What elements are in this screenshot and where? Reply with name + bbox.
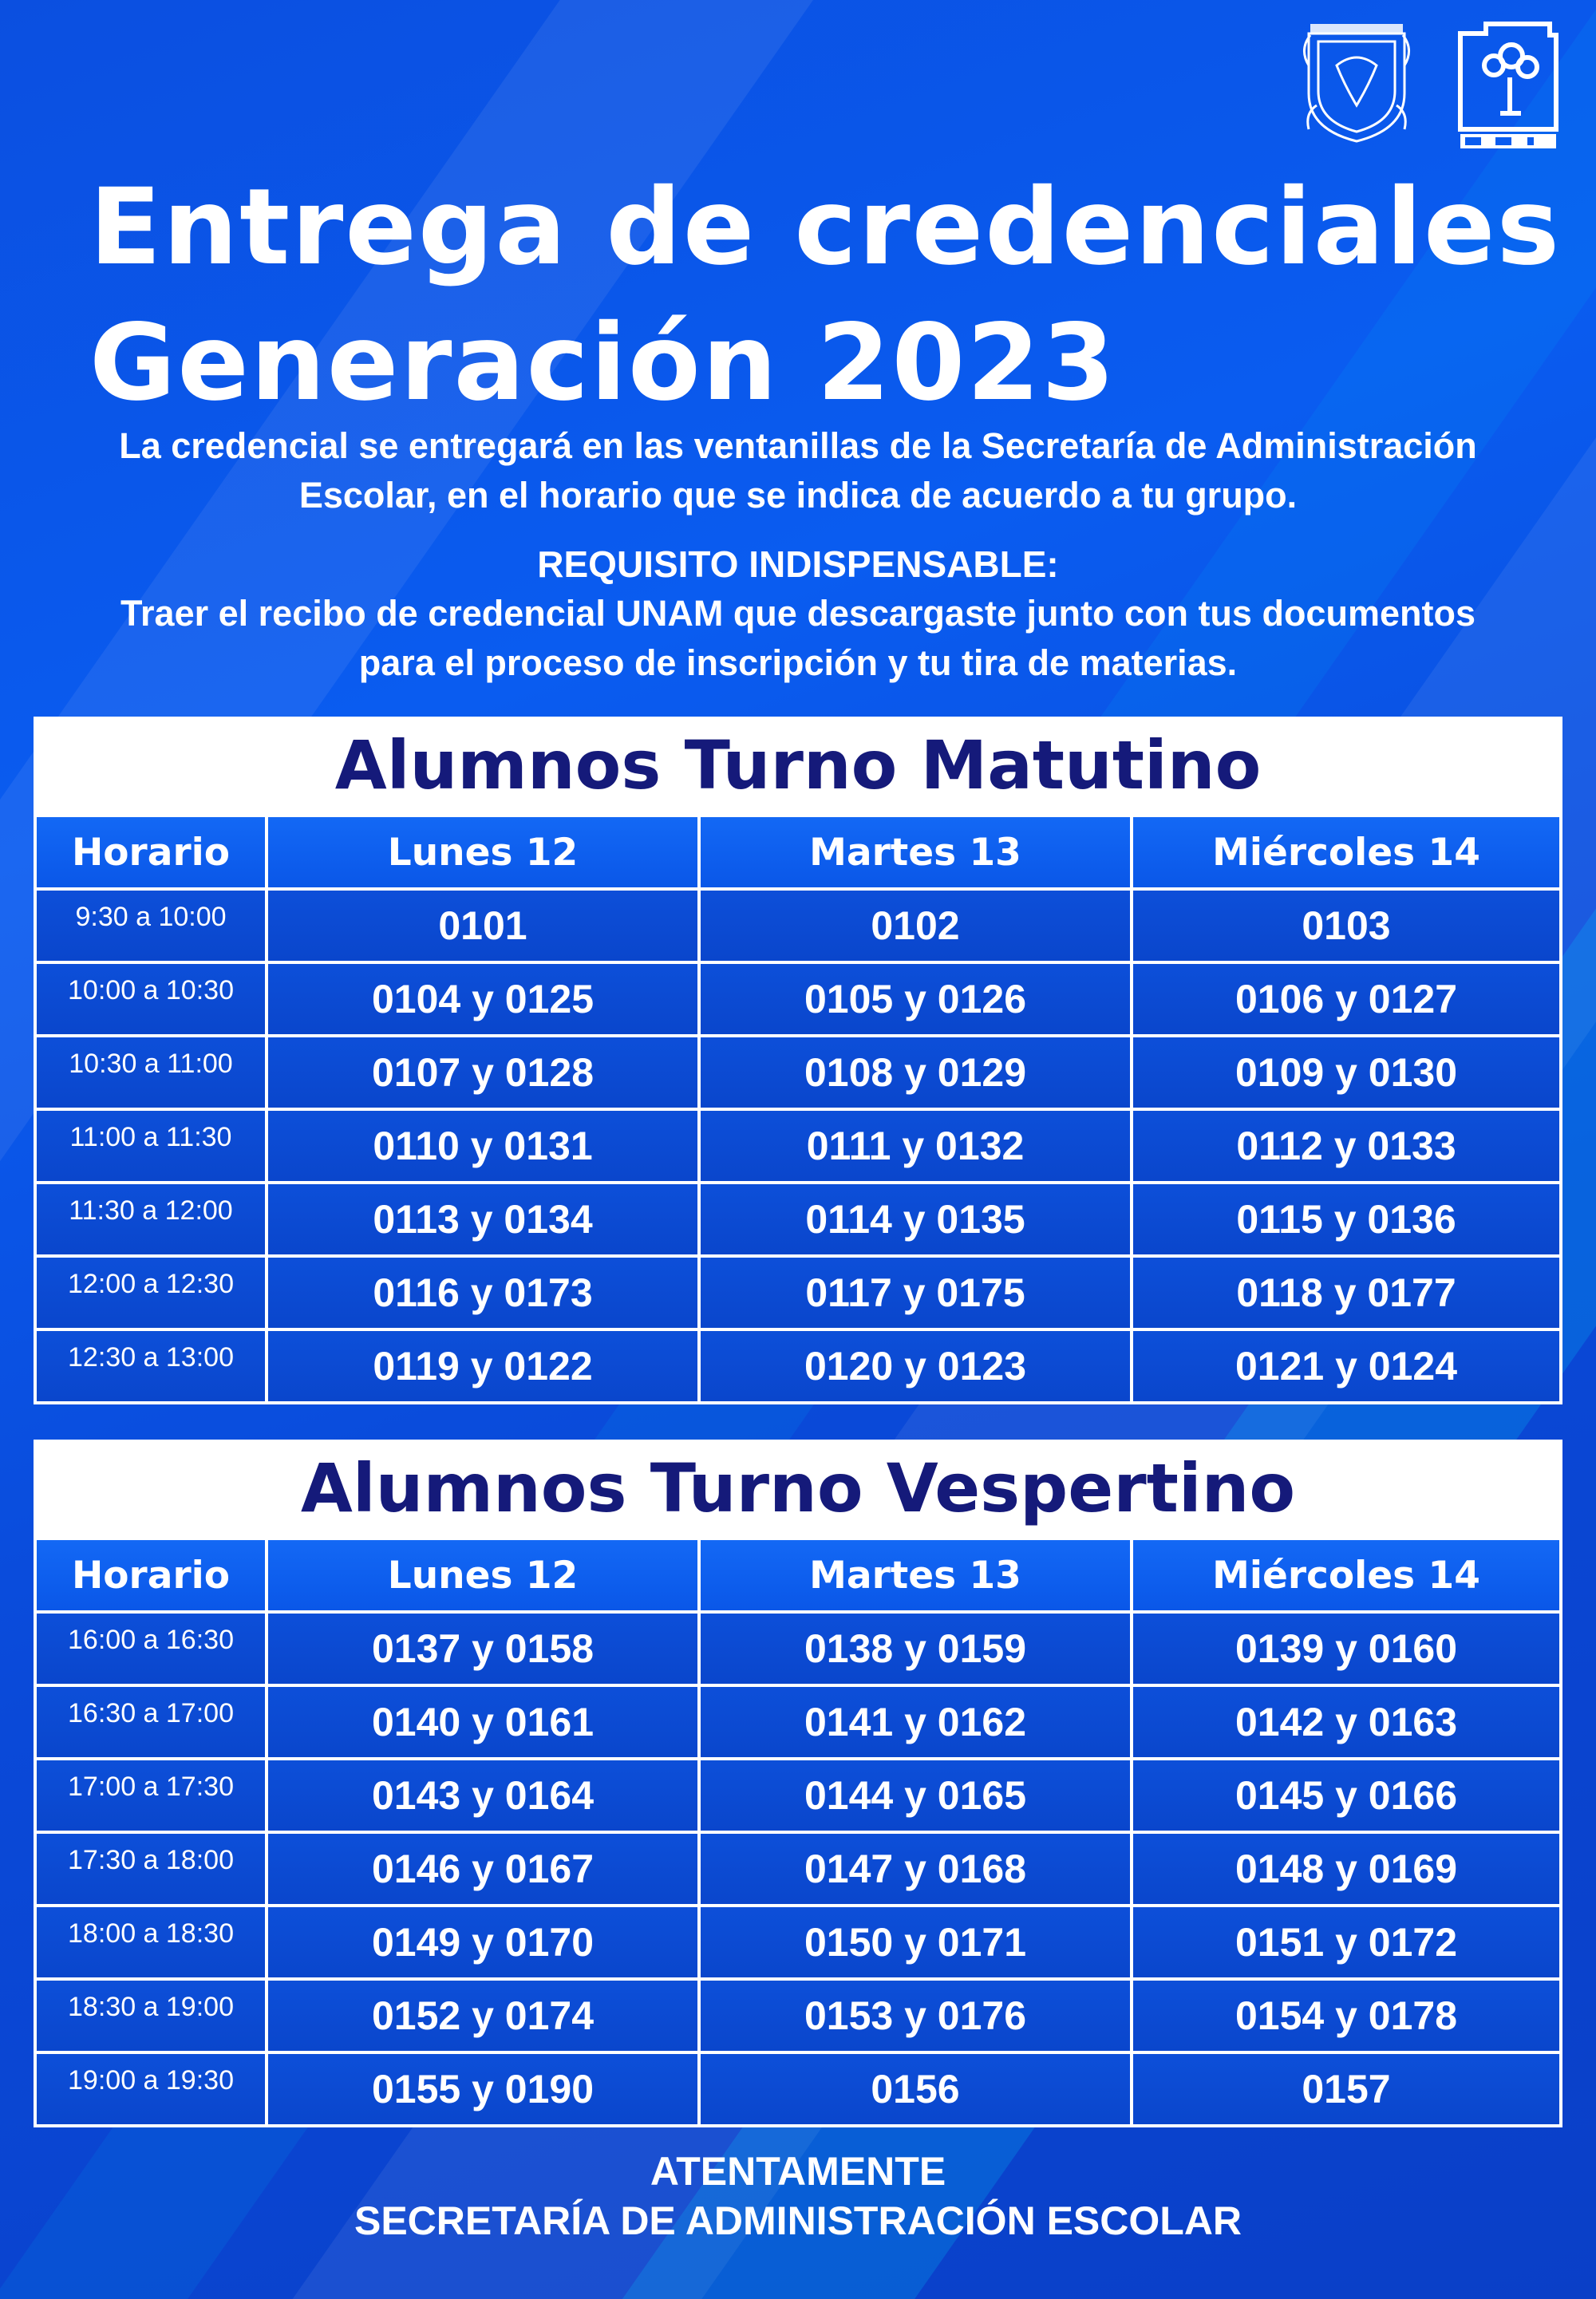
group-cell: 0153 y 0176: [697, 1981, 1130, 2051]
group-cell: 0143 y 0164: [265, 1760, 697, 1831]
group-cell: 0149 y 0170: [265, 1907, 697, 1977]
header-cell: Martes 13: [697, 1540, 1130, 1610]
table-row: [34, 1258, 1562, 1331]
title-line-2: Generación 2023: [89, 302, 1117, 425]
group-cell: 0120 y 0123: [697, 1331, 1130, 1401]
group-cell: 0140 y 0161: [265, 1687, 697, 1757]
group-cell: 0154 y 0178: [1130, 1981, 1562, 2051]
group-cell: 0106 y 0127: [1130, 964, 1562, 1034]
group-cell: 0109 y 0130: [1130, 1037, 1562, 1108]
group-cell: 0151 y 0172: [1130, 1907, 1562, 1977]
time-cell: 11:30 a 12:00: [34, 1184, 265, 1254]
group-cell: 0110 y 0131: [265, 1111, 697, 1181]
group-cell: 0138 y 0159: [697, 1614, 1130, 1684]
group-cell: 0115 y 0136: [1130, 1184, 1562, 1254]
table-row: [34, 1111, 1562, 1184]
table-row: [34, 1834, 1562, 1907]
group-cell: 0108 y 0129: [697, 1037, 1130, 1108]
header-cell: Horario: [34, 1540, 265, 1610]
group-cell: 0121 y 0124: [1130, 1331, 1562, 1401]
evening-schedule: [34, 1440, 1562, 2127]
group-cell: 0142 y 0163: [1130, 1687, 1562, 1757]
footer-line-1: ATENTAMENTE: [650, 2149, 946, 2194]
time-cell: 19:00 a 19:30: [34, 2054, 265, 2124]
header-cell: Miércoles 14: [1130, 1540, 1562, 1610]
morning-table: [34, 814, 1562, 1404]
time-cell: 17:30 a 18:00: [34, 1834, 265, 1904]
page-title: [89, 160, 1561, 431]
requirement-title: REQUISITO INDISPENSABLE:: [537, 543, 1059, 585]
group-cell: 0148 y 0169: [1130, 1834, 1562, 1904]
group-cell: 0145 y 0166: [1130, 1760, 1562, 1831]
group-cell: 0139 y 0160: [1130, 1614, 1562, 1684]
table-header-row: [34, 1537, 1562, 1614]
group-cell: 0102: [697, 891, 1130, 961]
table-row: [34, 1760, 1562, 1834]
header-cell: Horario: [34, 817, 265, 887]
morning-schedule: [34, 717, 1562, 1404]
header-cell: Miércoles 14: [1130, 817, 1562, 887]
header-cell: Martes 13: [697, 817, 1130, 887]
requirement-line-2: para el proceso de inscripción y tu tira de materias.: [358, 642, 1238, 683]
group-cell: 0107 y 0128: [265, 1037, 697, 1108]
group-cell: 0150 y 0171: [697, 1907, 1130, 1977]
time-cell: 10:00 a 10:30: [34, 964, 265, 1034]
group-cell: 0103: [1130, 891, 1562, 961]
group-cell: 0118 y 0177: [1130, 1258, 1562, 1328]
requirement-text: [24, 589, 1572, 688]
time-cell: 12:00 a 12:30: [34, 1258, 265, 1328]
group-cell: 0141 y 0162: [697, 1687, 1130, 1757]
time-cell: 18:00 a 18:30: [34, 1907, 265, 1977]
table-row: [34, 964, 1562, 1037]
group-cell: 0117 y 0175: [697, 1258, 1130, 1328]
table-row: [34, 1907, 1562, 1981]
intro-line-1: La credencial se entregará en las ventanillas de la Secretaría de Administración: [119, 425, 1477, 466]
table-row: [34, 891, 1562, 964]
time-cell: 12:30 a 13:00: [34, 1331, 265, 1401]
group-cell: 0147 y 0168: [697, 1834, 1130, 1904]
group-cell: 0105 y 0126: [697, 964, 1130, 1034]
time-cell: 9:30 a 10:00: [34, 891, 265, 961]
cch-oriente-logo: [1454, 18, 1562, 153]
group-cell: 0112 y 0133: [1130, 1111, 1562, 1181]
time-cell: 11:00 a 11:30: [34, 1111, 265, 1181]
title-line-1: Entrega de credenciales: [89, 166, 1562, 289]
footer-line-2: SECRETARÍA DE ADMINISTRACIÓN ESCOLAR: [354, 2198, 1242, 2243]
time-cell: 16:30 a 17:00: [34, 1687, 265, 1757]
unam-seal-logo: [1293, 18, 1420, 145]
group-cell: 0101: [265, 891, 697, 961]
table-row: [34, 2054, 1562, 2127]
table-row: [34, 1687, 1562, 1760]
group-cell: 0116 y 0173: [265, 1258, 697, 1328]
table-header-row: [34, 814, 1562, 891]
group-cell: 0146 y 0167: [265, 1834, 697, 1904]
header-cell: Lunes 12: [265, 817, 697, 887]
table-row: [34, 1614, 1562, 1687]
group-cell: 0137 y 0158: [265, 1614, 697, 1684]
time-cell: 17:00 a 17:30: [34, 1760, 265, 1831]
table-row: [34, 1331, 1562, 1404]
group-cell: 0144 y 0165: [697, 1760, 1130, 1831]
requirement-line-1: Traer el recibo de credencial UNAM que descargaste junto con tus documentos: [120, 593, 1476, 634]
group-cell: 0113 y 0134: [265, 1184, 697, 1254]
footer-signature: [0, 2147, 1596, 2246]
group-cell: 0111 y 0132: [697, 1111, 1130, 1181]
table-row: [34, 1981, 1562, 2054]
time-cell: 10:30 a 11:00: [34, 1037, 265, 1108]
evening-title: Alumnos Turno Vespertino: [34, 1440, 1562, 1537]
group-cell: 0114 y 0135: [697, 1184, 1130, 1254]
intro-line-2: Escolar, en el horario que se indica de acuerdo a tu grupo.: [298, 475, 1298, 515]
morning-title: Alumnos Turno Matutino: [34, 717, 1562, 814]
table-row: [34, 1037, 1562, 1111]
group-cell: 0104 y 0125: [265, 964, 697, 1034]
group-cell: 0155 y 0190: [265, 2054, 697, 2124]
time-cell: 18:30 a 19:00: [34, 1981, 265, 2051]
group-cell: 0152 y 0174: [265, 1981, 697, 2051]
intro-text: [24, 421, 1572, 520]
group-cell: 0157: [1130, 2054, 1562, 2124]
time-cell: 16:00 a 16:30: [34, 1614, 265, 1684]
group-cell: 0119 y 0122: [265, 1331, 697, 1401]
table-row: [34, 1184, 1562, 1258]
group-cell: 0156: [697, 2054, 1130, 2124]
evening-table: [34, 1537, 1562, 2127]
header-cell: Lunes 12: [265, 1540, 697, 1610]
